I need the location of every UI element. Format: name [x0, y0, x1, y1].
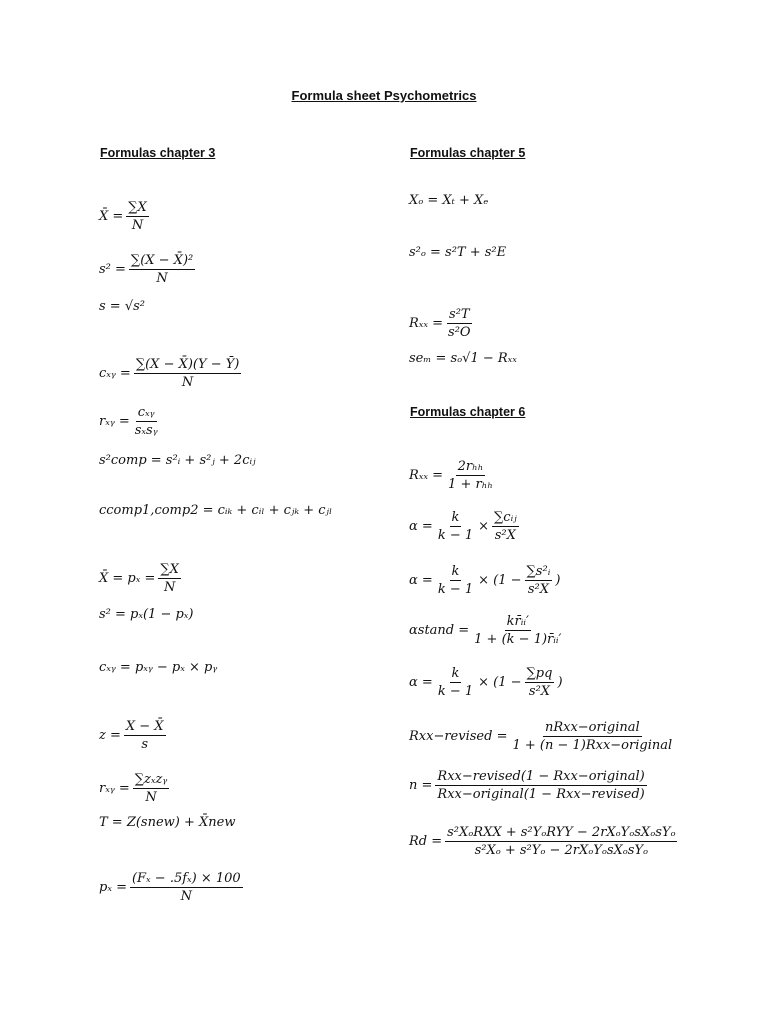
numerator: ∑zₓzᵧ: [134, 772, 168, 787]
formula-lhs: α =: [409, 675, 433, 690]
fraction: [124, 720, 166, 751]
formula: [409, 460, 498, 491]
numerator: k: [451, 510, 460, 525]
formula: [409, 511, 522, 542]
formula: [409, 246, 506, 259]
numerator: s²T: [449, 307, 470, 322]
formula-lhs: cₓᵧ =: [99, 366, 131, 381]
formula-text: s²ₒ = s²T + s²E: [409, 245, 507, 260]
numerator: (Fₓ − .5fₓ) × 100: [131, 871, 241, 886]
formula-lhs: X̄ = pₓ =: [99, 571, 156, 586]
formula: [409, 308, 476, 339]
page-title: Formula sheet Psychometrics: [291, 88, 477, 103]
formula: [409, 770, 650, 801]
fraction: [133, 773, 170, 804]
denominator: s²X: [528, 684, 551, 699]
numerator: ∑s²ᵢ: [526, 564, 551, 579]
numerator: s²XₒRXX + s²YₒRYY − 2rXₒYₒsXₒsYₒ: [447, 825, 676, 840]
denominator: N: [156, 271, 168, 286]
formula: [409, 826, 680, 857]
denominator: N: [163, 580, 176, 595]
formula-text: Xₒ = Xₜ + Xₑ: [409, 193, 489, 208]
denominator: s²X: [494, 528, 516, 543]
formula: [99, 201, 152, 232]
formula-lhs: αstand =: [409, 623, 470, 638]
denominator: k − 1: [437, 528, 474, 543]
fraction: [510, 721, 674, 752]
formula: [99, 720, 169, 751]
formula-text: T = Z(snew) + X̄new: [99, 815, 236, 830]
formula-operator: × (1 −: [478, 573, 522, 588]
formula-lhs: rₓᵧ =: [99, 414, 130, 429]
formula-lhs: s² =: [99, 262, 126, 277]
formula: [409, 721, 677, 752]
formula: [409, 565, 560, 596]
numerator: nRxx−original: [544, 720, 640, 735]
fraction: [129, 254, 195, 285]
formula-lhs: Rₓₓ =: [409, 316, 444, 331]
formula-text: seₘ = sₒ√1 − Rₓₓ: [409, 351, 517, 366]
numerator: ∑X: [128, 200, 147, 215]
fraction: [436, 565, 475, 596]
formula: [409, 352, 517, 365]
denominator: 1 + (k − 1)r̄ᵢᵢ′: [474, 632, 562, 647]
formula: [99, 358, 244, 389]
denominator: k − 1: [437, 684, 474, 699]
fraction: [133, 406, 160, 437]
fraction: [525, 565, 553, 596]
formula-operator: × (1 −: [478, 675, 522, 690]
denominator: s²X: [527, 582, 549, 597]
fraction: [472, 615, 563, 646]
formula: [99, 300, 145, 313]
numerator: Rxx−revised(1 − Rxx−original): [437, 769, 645, 784]
denominator: k − 1: [437, 582, 474, 597]
numerator: cₓᵧ: [137, 405, 155, 420]
numerator: ∑X: [160, 562, 179, 577]
denominator: s²O: [448, 325, 471, 340]
fraction: [130, 872, 243, 903]
fraction: [445, 826, 677, 857]
formula: [409, 667, 563, 698]
formula: [409, 194, 488, 207]
formula-text: ccomp1,comp2 = cᵢₖ + cᵢₗ + cⱼₖ + cⱼₗ: [99, 503, 333, 518]
formula-lhs: X̄ =: [99, 209, 124, 224]
formula-lhs: z =: [99, 728, 121, 743]
denominator: s²Xₒ + s²Yₒ − 2rXₒYₒsXₒsYₒ: [474, 843, 649, 858]
formula-lhs: Rxx−revised =: [409, 729, 508, 744]
formula-lhs: α =: [409, 519, 433, 534]
formula-lhs: Rₓₓ =: [409, 468, 444, 483]
fraction: [492, 511, 519, 542]
formula: [99, 773, 172, 804]
denominator: s: [141, 737, 149, 752]
section-heading-chapter-5: Formulas chapter 5: [410, 146, 526, 160]
formula: [99, 454, 256, 467]
denominator: 1 + (n − 1)Rxx−original: [512, 738, 673, 753]
fraction: [126, 201, 149, 232]
formula-lhs: Rd =: [409, 834, 443, 849]
fraction: [134, 358, 242, 389]
formula-text: cₓᵧ = pₓᵧ − pₓ × pᵧ: [99, 660, 218, 675]
denominator: N: [181, 375, 194, 390]
section-heading-chapter-6: Formulas chapter 6: [410, 405, 526, 419]
fraction: [446, 308, 473, 339]
fraction: [436, 511, 475, 542]
formula: [99, 504, 332, 517]
formula: [99, 816, 235, 829]
formula-text: s²comp = s²ᵢ + s²ⱼ + 2cᵢⱼ: [99, 453, 256, 468]
formula: [99, 563, 184, 594]
fraction: [525, 667, 555, 698]
fraction: [435, 770, 646, 801]
formula: [409, 615, 566, 646]
formula-text: s = √s²: [99, 299, 145, 314]
formula-lhs: n =: [409, 778, 433, 793]
formula-tail: ): [557, 675, 563, 690]
fraction: [158, 563, 181, 594]
formula-operator: ×: [478, 519, 490, 534]
numerator: ∑(X − X̄)(Y − Ȳ): [135, 357, 240, 372]
numerator: k: [451, 564, 460, 579]
formula: [99, 608, 194, 621]
denominator: N: [131, 218, 144, 233]
section-heading-chapter-3: Formulas chapter 3: [100, 146, 216, 160]
numerator: kr̄ᵢᵢ′: [506, 614, 529, 629]
formula-text: s² = pₓ(1 − pₓ): [99, 607, 194, 622]
fraction: [446, 460, 495, 491]
numerator: 2rₕₕ: [457, 459, 484, 474]
numerator: k: [451, 666, 460, 681]
denominator: sₓsᵧ: [134, 423, 158, 438]
formula: [99, 254, 198, 285]
formula: [99, 661, 217, 674]
formula-lhs: α =: [409, 573, 433, 588]
denominator: N: [180, 889, 193, 904]
formula-tail: ): [555, 573, 561, 588]
numerator: ∑(X − X̄)²: [130, 253, 194, 268]
fraction: [436, 667, 475, 698]
numerator: ∑pq: [526, 666, 553, 681]
formula: [99, 406, 163, 437]
formula-lhs: pₓ =: [99, 880, 127, 895]
formula-lhs: rₓᵧ =: [99, 781, 130, 796]
numerator: X − X̄: [125, 719, 164, 734]
numerator: ∑cᵢⱼ: [494, 510, 517, 525]
denominator: 1 + rₕₕ: [448, 477, 493, 492]
denominator: N: [145, 790, 157, 805]
denominator: Rxx−original(1 − Rxx−revised): [437, 787, 645, 802]
formula: [99, 872, 246, 903]
